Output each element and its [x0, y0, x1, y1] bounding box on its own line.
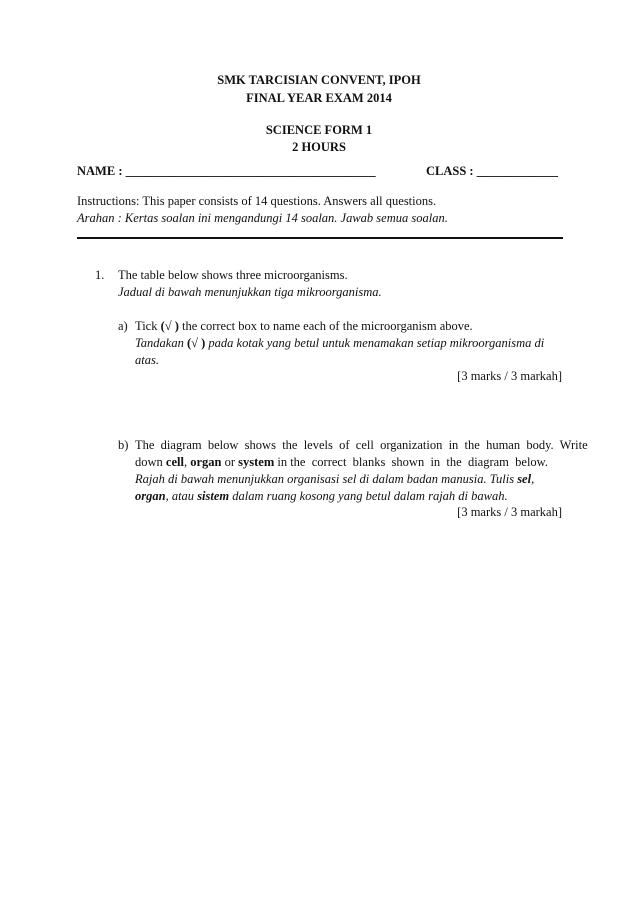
part-b-text: down: [135, 455, 166, 469]
part-b-text: Rajah di bawah menunjukkan organisasi sel di dalam badan manusia. Tulis: [135, 472, 518, 486]
part-b-text: in the correct blanks shown in the diagram below.: [274, 455, 549, 469]
part-a-text: Tick: [135, 319, 161, 333]
part-b-line1: The diagram below shows the levels of cell organization in the human body. Write: [135, 438, 588, 452]
name-field: [77, 163, 376, 180]
part-a-text: the correct box to name each of the microorganism above.: [178, 319, 473, 333]
subject-title: SCIENCE FORM 1: [265, 123, 373, 137]
question-stem-en: The table below shows three microorganisms.: [118, 268, 348, 282]
part-b-text: ,: [183, 455, 191, 469]
part-a-line2: [135, 335, 544, 352]
school-name: SMK TARCISIAN CONVENT, IPOH: [217, 73, 421, 87]
keyword-cell: cell: [165, 455, 184, 469]
name-label: NAME :: [77, 164, 123, 178]
part-a-text: Tandakan: [135, 336, 187, 350]
keyword-sistem: sistem: [197, 489, 230, 503]
part-b-marks: [3 marks / 3 markah]: [457, 505, 562, 519]
part-b-line4: [135, 488, 508, 505]
question-stem-ms: Jadual di bawah menunjukkan tiga mikroorganisma.: [118, 285, 382, 299]
class-label: CLASS :: [426, 164, 474, 178]
question-number: 1.: [95, 268, 105, 282]
exam-title: FINAL YEAR EXAM 2014: [246, 91, 392, 105]
divider-line: [77, 237, 563, 239]
keyword-system: system: [238, 455, 275, 469]
part-b-text: dalam ruang kosong yang betul dalam rajah di bawah.: [229, 489, 508, 503]
instructions-en: Instructions: This paper consists of 14 questions. Answers all questions.: [77, 194, 437, 208]
keyword-sel: sel: [517, 472, 532, 486]
tick-symbol: (√ ): [186, 336, 206, 350]
part-a-text: pada kotak yang betul untuk menamakan setiap mikroorganisma di: [205, 336, 545, 350]
class-field: [426, 163, 558, 180]
keyword-organ-ms: organ: [135, 489, 166, 503]
keyword-organ: organ: [190, 455, 222, 469]
part-a-marks: [3 marks / 3 markah]: [457, 369, 562, 383]
part-b-label: b): [118, 438, 129, 452]
part-a-line1: [135, 318, 473, 335]
part-b-text: ,: [531, 472, 535, 486]
part-b-text: , atau: [165, 489, 198, 503]
class-blank: _____________: [476, 164, 558, 178]
part-b-text: or: [221, 455, 239, 469]
duration: 2 HOURS: [292, 140, 346, 154]
part-b-line2: [135, 454, 548, 471]
name-blank: ________________________________________: [125, 164, 376, 178]
tick-symbol: (√ ): [160, 319, 179, 333]
part-b-line3: [135, 471, 534, 488]
instructions-ms: Arahan : Kertas soalan ini mengandungi 14 soalan. Jawab semua soalan.: [77, 211, 448, 225]
part-a-label: a): [118, 319, 128, 333]
part-a-line3: atas.: [135, 353, 159, 367]
